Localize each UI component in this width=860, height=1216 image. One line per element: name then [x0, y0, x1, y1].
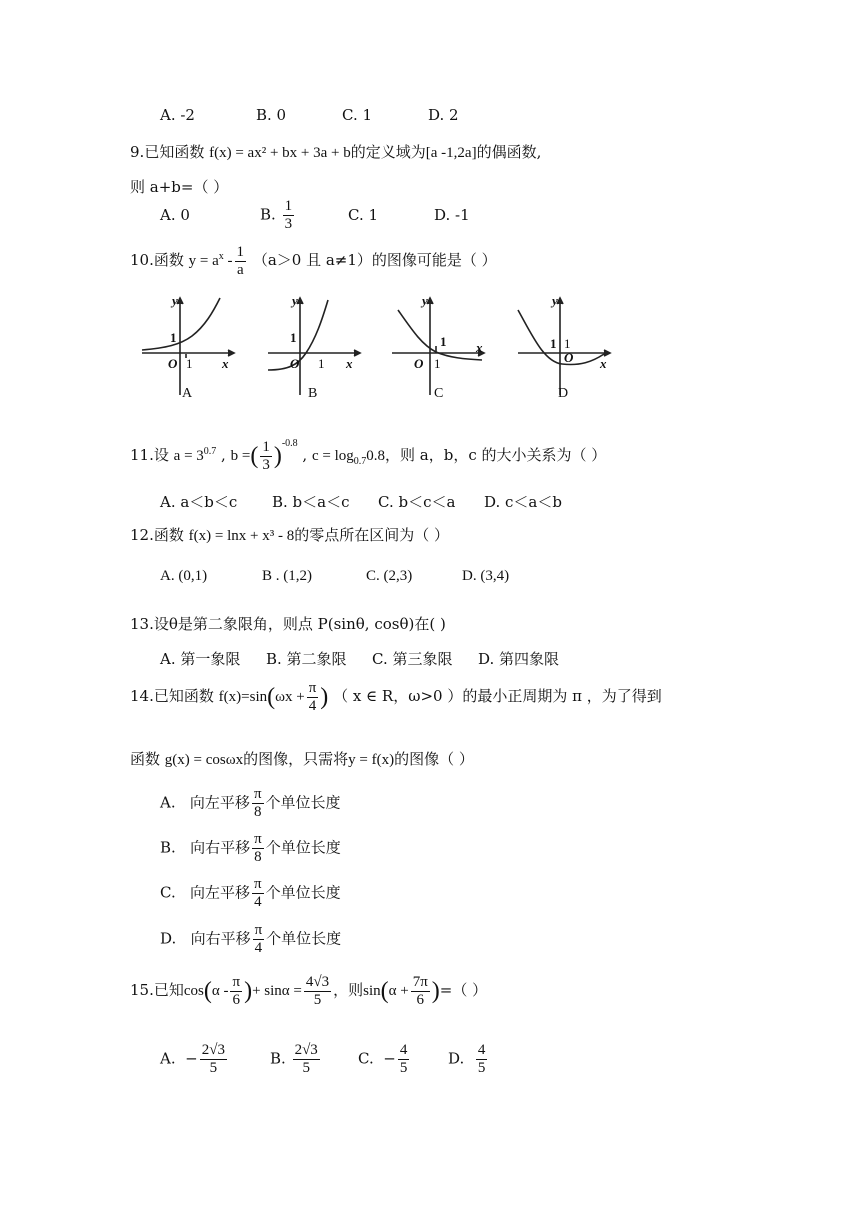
q13-option-a: A. 第一象限	[160, 650, 241, 668]
q10-text-b: （a＞0 且 a≠1）的图像可能是（ ）	[252, 250, 497, 269]
q12-option-a: A. (0,1)	[160, 568, 208, 584]
q11-option-a: A. a＜b＜c	[160, 493, 238, 511]
q8-options	[160, 106, 459, 124]
graph-c-y: y	[422, 293, 428, 308]
graph-d-x: x	[600, 356, 607, 371]
graph-d-one-x: 1	[564, 336, 571, 351]
q11-a-def: $a = 3^{0.7}$	[173, 446, 217, 464]
q12-option-c: C. (2,3)	[366, 568, 413, 584]
graph-a-origin: O	[168, 356, 178, 371]
q11-options	[160, 491, 562, 512]
q13-text: 设θ是第二象限角，则点 P(sinθ, cosθ)在( )	[153, 615, 446, 633]
q15-stem: 15.已知cos(α - $\frac{\pi}{6}$ )+ sinα = $\frac{4√3}{5}$ ，则sin(α + $\frac{7\pi}{6}$ )=（ ）	[130, 974, 488, 1008]
graph-b-one-x: 1	[318, 356, 325, 371]
q12-number: 12.	[130, 526, 154, 544]
q12-options	[160, 568, 509, 585]
q9-number: 9.	[130, 143, 145, 161]
graph-b-origin: O	[290, 356, 300, 371]
q8-option-b: B. 0	[256, 106, 287, 124]
q9-option-d: D. -1	[434, 205, 470, 224]
graph-d-one: 1	[550, 336, 557, 351]
graph-d-label: D	[558, 386, 569, 401]
q14-number: 14.	[130, 686, 154, 705]
q10-number: 10.	[130, 250, 154, 269]
q9-option-c: C. 1	[348, 205, 379, 224]
q14-option-b: B. 向右平移 $\frac{\pi}{8}$ 个单位长度	[160, 831, 341, 865]
q8-option-d: D. 2	[428, 106, 459, 124]
q15-target: sin(α + $\frac{7\pi}{6}$ )	[363, 974, 440, 1008]
q15-text: 已知	[153, 980, 184, 999]
q11-b-def: b =( $\frac{1}{3}$ )$^{-0.8}$	[230, 438, 298, 474]
graph-b-label: B	[308, 386, 318, 401]
q15-option-c: C. − $\frac{4}{5}$	[358, 1042, 408, 1076]
q13-option-c: C. 第三象限	[372, 650, 453, 668]
q15-number: 15.	[130, 980, 154, 999]
q14-option-c: C. 向左平移 $\frac{\pi}{4}$ 个单位长度	[160, 876, 341, 910]
q14-formula: f(x)=sin(ωx + $\frac{\pi}{4}$ )	[218, 680, 329, 714]
q12-formula: f(x) = lnx + x³ - 8	[188, 528, 295, 544]
q9-text-c: 的偶函数,	[476, 143, 542, 161]
graph-a-y: y	[172, 293, 178, 308]
q10-formula: $y = a^x$ - $\frac{1}{a}$	[188, 244, 245, 278]
q10-text: 函数	[153, 250, 184, 269]
q11-stem: 11.设 $a = 3^{0.7}$ , b =( $\frac{1}{3}$ )$^{-0.8}$ , $c = \log_{0.7}0.8$，则 a，b，c 的大小关系为（ ）	[130, 438, 607, 474]
graph-c-one: 1	[440, 334, 447, 349]
q11-option-b: B. b＜a＜c	[272, 493, 350, 511]
graph-b-one: 1	[290, 330, 297, 345]
q13-options	[160, 648, 559, 669]
q9-option-a: A. 0	[160, 205, 190, 224]
q8-option-c: C. 1	[342, 106, 373, 124]
graph-c-x: x	[476, 340, 483, 355]
graph-a	[142, 298, 234, 395]
q12-option-b: B . (1,2)	[262, 568, 312, 584]
q9-option-b: B. $\frac{1}{3}$	[260, 198, 293, 232]
q10-stem	[130, 244, 497, 279]
graph-d-origin: O	[564, 350, 574, 365]
q12-text: 函数	[153, 526, 184, 544]
q14-text: 已知函数	[153, 686, 214, 705]
graph-a-label: A	[182, 386, 193, 401]
q9-formula: f(x) = ax² + bx + 3a + b	[209, 145, 351, 161]
q11-text-b: ，则 a，b，c 的大小关系为（ ）	[385, 446, 607, 464]
q9-option-b-fraction: $\frac{1}{3}$	[284, 198, 293, 232]
q9-domain: [a -1,2a]	[425, 145, 477, 161]
q15-option-a: A. − $\frac{2√3}{5}$	[160, 1042, 225, 1076]
q13-option-d: D. 第四象限	[478, 650, 560, 668]
q13-number: 13.	[130, 615, 154, 633]
q15-options	[160, 1042, 489, 1077]
q14-option-d: D. 向右平移 $\frac{\pi}{4}$ 个单位长度	[160, 922, 342, 956]
q15-formula: cos(α - $\frac{\pi}{6}$ )+ sinα = $\frac{4√3}{5}$	[183, 974, 330, 1008]
graph-c	[392, 298, 484, 395]
q8-option-a: A. -2	[160, 106, 195, 124]
graph-a-x: x	[222, 356, 229, 371]
q9-options	[160, 198, 470, 233]
graph-b-x: x	[346, 356, 353, 371]
q9-text: 已知函数	[144, 143, 205, 161]
graph-b	[268, 298, 360, 395]
q12-option-d: D. (3,4)	[462, 568, 510, 584]
graph-a-one-x: 1	[186, 356, 193, 371]
q11-option-d: D. c＜a＜b	[484, 493, 562, 511]
graph-d-y: y	[552, 293, 558, 308]
graph-c-one-x: 1	[434, 356, 441, 371]
q11-number: 11.	[130, 446, 154, 464]
graph-b-y: y	[292, 293, 298, 308]
q11-c-def: $c = \log_{0.7}0.8$	[311, 448, 386, 467]
q14-line2: 函数 g(x) = cosωx的图像，只需将y = f(x)的图像（ ）	[130, 750, 474, 768]
q15-option-b: B. $\frac{2√3}{5}$	[270, 1042, 318, 1076]
graph-c-label: C	[434, 386, 444, 401]
q14-option-a: A. 向左平移 $\frac{\pi}{8}$ 个单位长度	[160, 786, 341, 820]
q11-text: 设	[153, 446, 169, 464]
graph-c-origin: O	[414, 356, 424, 371]
q9-line2: 则 a+b=（ ）	[130, 178, 229, 196]
q14-condition: （ x ∈ R，ω>0 ）的最小正周期为 π ，为了得到	[333, 686, 662, 705]
q11-option-c: C. b＜c＜a	[378, 493, 456, 511]
q14-stem	[130, 680, 662, 715]
q15-option-d: D. $\frac{4}{5}$	[448, 1042, 486, 1076]
graph-a-one: 1	[170, 330, 177, 345]
q12-stem	[130, 524, 449, 545]
q13-option-b: B. 第二象限	[266, 650, 347, 668]
q9-text-b: 的定义域为	[350, 143, 426, 161]
q12-text-b: 的零点所在区间为（ ）	[294, 526, 450, 544]
q13-stem	[130, 613, 446, 634]
q9-stem	[130, 141, 541, 162]
